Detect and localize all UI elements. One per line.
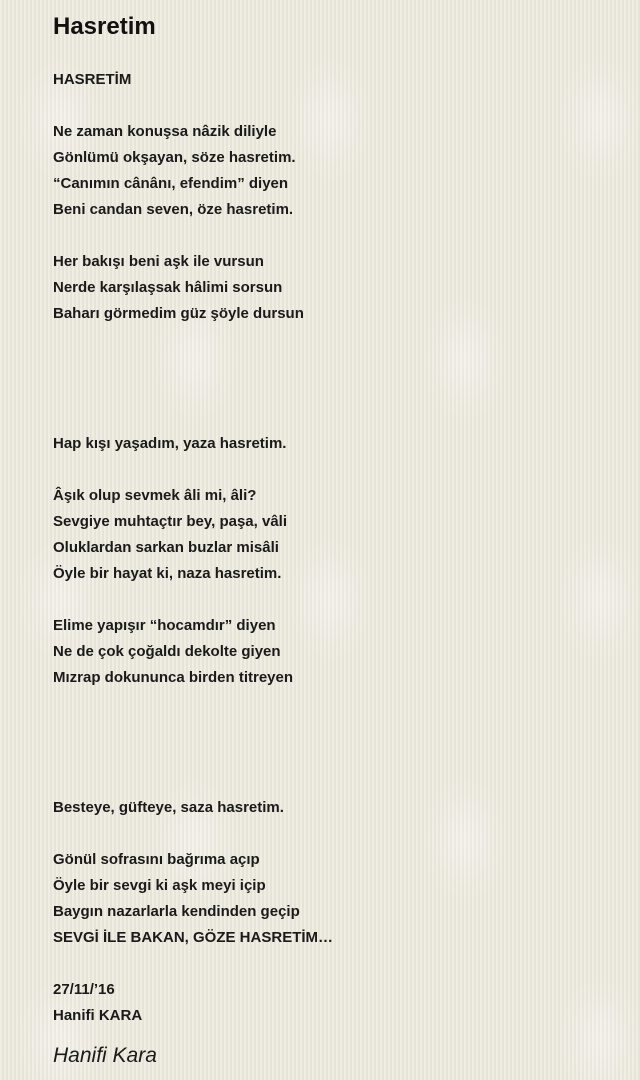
poem-line: “Canımın cânânı, efendim” diyen	[53, 175, 289, 192]
poem-line: Sevgiye muhtaçtır bey, paşa, vâli	[53, 513, 287, 530]
poem-line: SEVGİ İLE BAKAN, GÖZE HASRETİM…	[53, 929, 334, 946]
poem-line	[53, 327, 613, 353]
poem-body	[53, 67, 613, 1029]
poem-line	[53, 353, 613, 379]
poem-line	[53, 405, 613, 431]
poem-line: Hanifi KARA	[53, 1007, 143, 1024]
poem-line: Âşık olup sevmek âli mi, âli?	[53, 487, 257, 504]
poem-line: Ne de çok çoğaldı dekolte giyen	[53, 643, 281, 660]
poem-line: Hap kışı yaşadım, yaza hasretim.	[53, 435, 287, 452]
poem-line: 27/11/’16	[53, 981, 115, 998]
poem-line: Ne zaman konuşsa nâzik diliyle	[53, 123, 277, 140]
poem-line: Besteye, güfteye, saza hasretim.	[53, 799, 284, 816]
poem-line: Baharı görmedim güz şöyle dursun	[53, 305, 304, 322]
poem-line	[53, 951, 613, 977]
poem-line	[53, 379, 613, 405]
poem-title: Hasretim	[53, 13, 156, 40]
poem-line: Öyle bir sevgi ki aşk meyi içip	[53, 877, 266, 894]
poem-line: Gönlümü okşayan, söze hasretim.	[53, 149, 296, 166]
poem-line	[53, 821, 613, 847]
poem-line: Gönül sofrasını bağrıma açıp	[53, 851, 260, 868]
poem-line	[53, 93, 613, 119]
poem-line	[53, 717, 613, 743]
poem-line: Beni candan seven, öze hasretim.	[53, 201, 294, 218]
poem-line: Oluklardan sarkan buzlar misâli	[53, 539, 279, 556]
poem-line: Öyle bir hayat ki, naza hasretim.	[53, 565, 282, 582]
poem-line	[53, 691, 613, 717]
poem-line	[53, 743, 613, 769]
author-signature: Hanifi Kara	[53, 1044, 157, 1067]
poem-line: Nerde karşılaşsak hâlimi sorsun	[53, 279, 283, 296]
poem-line: Elime yapışır “hocamdır” diyen	[53, 617, 276, 634]
poem-line	[53, 587, 613, 613]
poem-line	[53, 223, 613, 249]
poem-line: Her bakışı beni aşk ile vursun	[53, 253, 264, 270]
poem-line	[53, 457, 613, 483]
poem-line: Mızrap dokununca birden titreyen	[53, 669, 294, 686]
poem-line	[53, 769, 613, 795]
poem-line: Baygın nazarlarla kendinden geçip	[53, 903, 300, 920]
poem-page	[53, 0, 613, 1068]
poem-line: HASRETİM	[53, 71, 132, 88]
